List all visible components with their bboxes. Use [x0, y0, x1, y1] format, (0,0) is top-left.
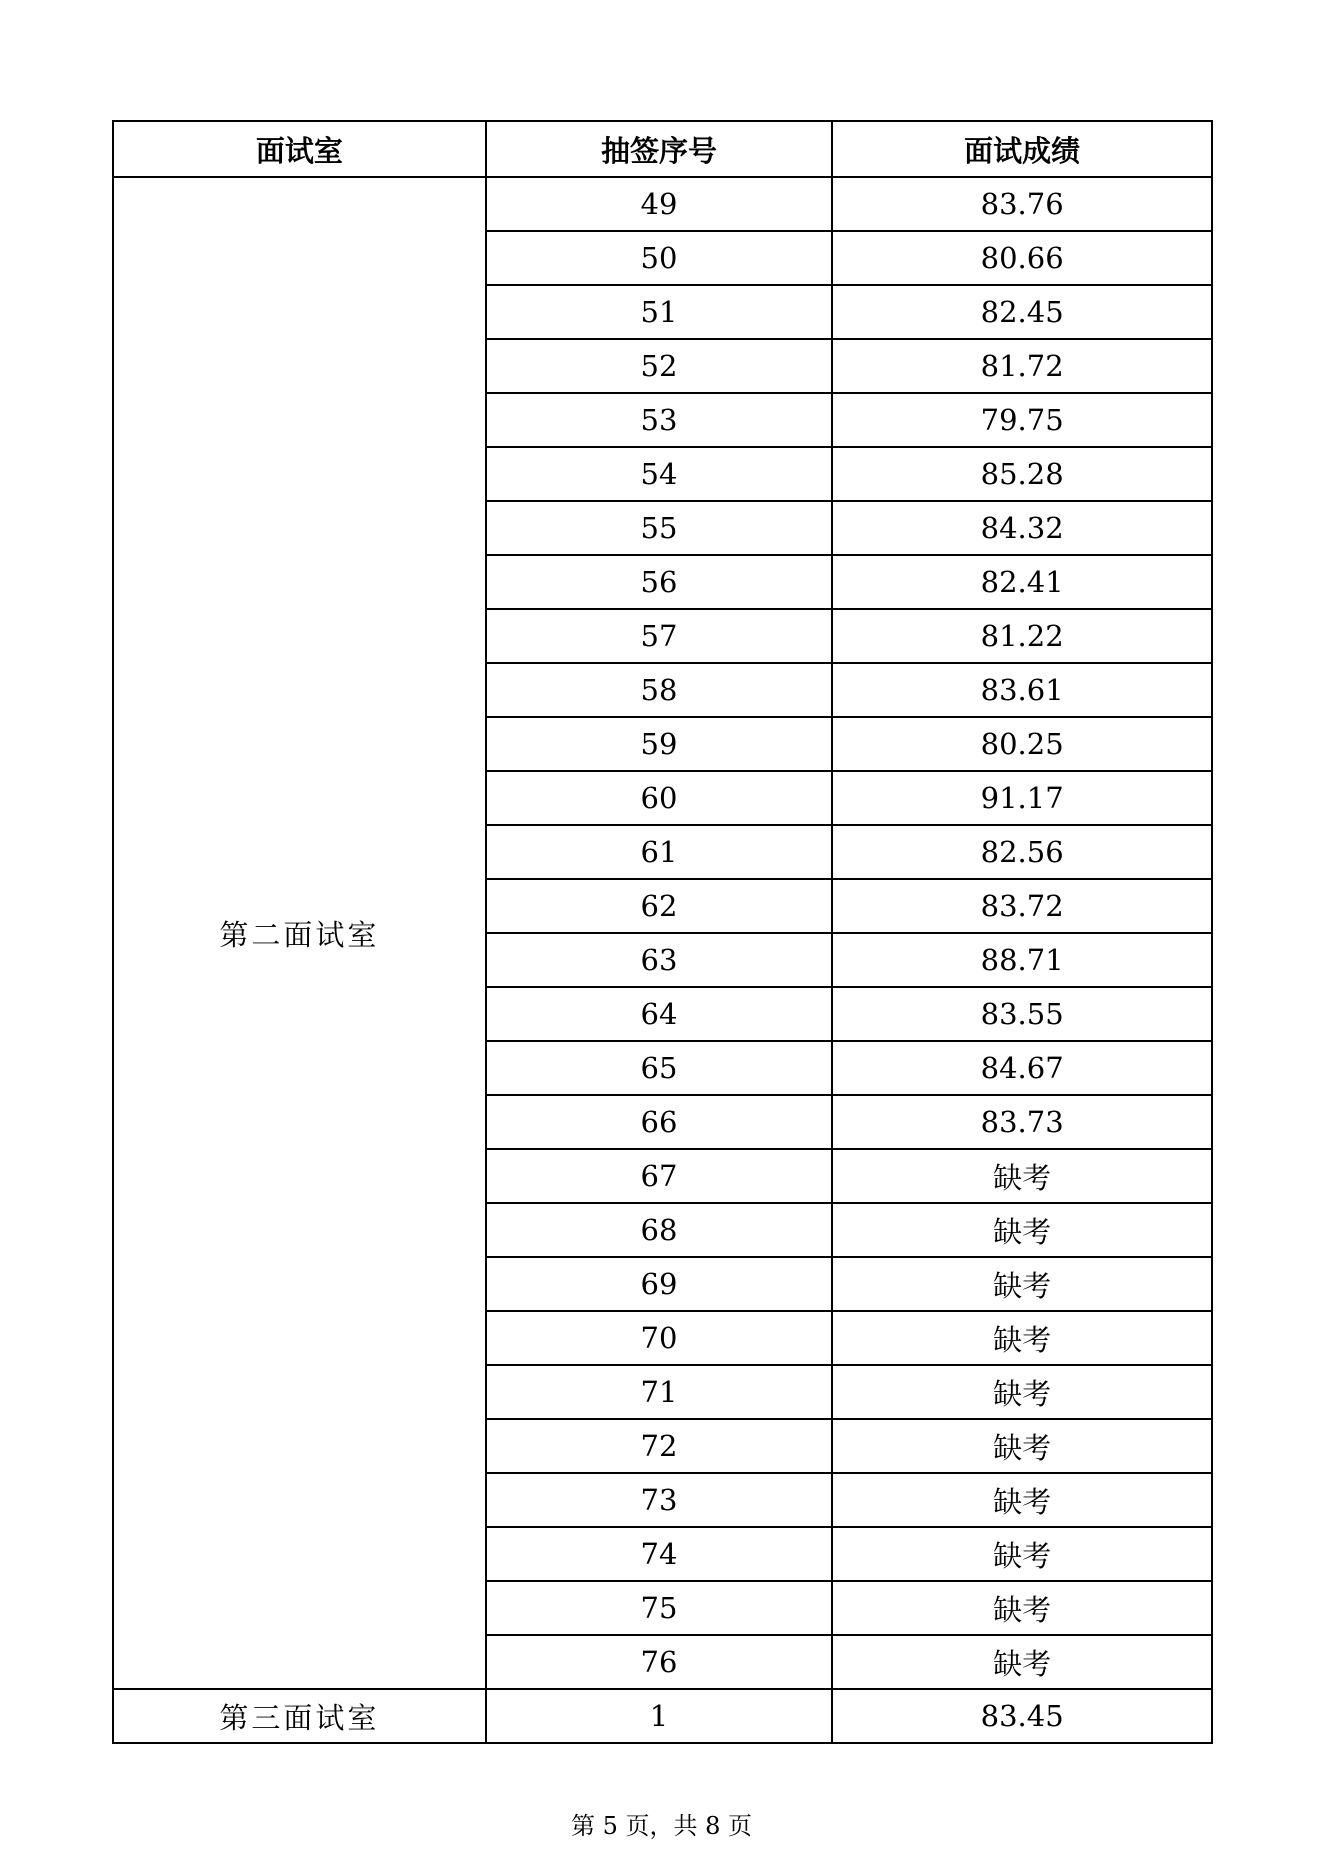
seq-cell: 55 [486, 501, 833, 555]
header-score: 面试成绩 [832, 121, 1212, 177]
score-cell: 缺考 [832, 1257, 1212, 1311]
seq-cell: 1 [486, 1689, 833, 1743]
seq-cell: 76 [486, 1635, 833, 1689]
seq-cell: 73 [486, 1473, 833, 1527]
seq-cell: 52 [486, 339, 833, 393]
table-body [113, 177, 1212, 1743]
header-room: 面试室 [113, 121, 486, 177]
score-cell: 缺考 [832, 1149, 1212, 1203]
interview-score-table [112, 120, 1213, 1744]
seq-cell: 56 [486, 555, 833, 609]
seq-cell: 71 [486, 1365, 833, 1419]
seq-cell: 62 [486, 879, 833, 933]
table-row [113, 177, 1212, 231]
score-cell: 80.66 [832, 231, 1212, 285]
seq-cell: 65 [486, 1041, 833, 1095]
seq-cell: 61 [486, 825, 833, 879]
seq-cell: 66 [486, 1095, 833, 1149]
seq-cell: 51 [486, 285, 833, 339]
seq-cell: 53 [486, 393, 833, 447]
score-cell: 缺考 [832, 1365, 1212, 1419]
seq-cell: 70 [486, 1311, 833, 1365]
room-cell: 第三面试室 [113, 1689, 486, 1743]
score-cell: 83.72 [832, 879, 1212, 933]
header-seq: 抽签序号 [486, 121, 833, 177]
score-cell: 83.76 [832, 177, 1212, 231]
seq-cell: 59 [486, 717, 833, 771]
seq-cell: 72 [486, 1419, 833, 1473]
score-cell: 79.75 [832, 393, 1212, 447]
seq-cell: 74 [486, 1527, 833, 1581]
seq-cell: 64 [486, 987, 833, 1041]
score-cell: 83.45 [832, 1689, 1212, 1743]
score-cell: 81.22 [832, 609, 1212, 663]
table-row [113, 1689, 1212, 1743]
score-cell: 80.25 [832, 717, 1212, 771]
room-cell: 第二面试室 [113, 177, 486, 1689]
page-footer: 第 5 页，共 8 页 [570, 1812, 753, 1840]
score-cell: 缺考 [832, 1473, 1212, 1527]
score-cell: 83.55 [832, 987, 1212, 1041]
seq-cell: 75 [486, 1581, 833, 1635]
seq-cell: 54 [486, 447, 833, 501]
score-cell: 缺考 [832, 1527, 1212, 1581]
score-cell: 83.73 [832, 1095, 1212, 1149]
seq-cell: 69 [486, 1257, 833, 1311]
table-header [113, 121, 1212, 177]
seq-cell: 49 [486, 177, 833, 231]
score-cell: 缺考 [832, 1203, 1212, 1257]
seq-cell: 63 [486, 933, 833, 987]
score-cell: 81.72 [832, 339, 1212, 393]
score-cell: 缺考 [832, 1419, 1212, 1473]
seq-cell: 67 [486, 1149, 833, 1203]
score-cell: 缺考 [832, 1635, 1212, 1689]
header-row [113, 121, 1212, 177]
score-cell: 缺考 [832, 1311, 1212, 1365]
score-cell: 82.45 [832, 285, 1212, 339]
score-cell: 83.61 [832, 663, 1212, 717]
seq-cell: 50 [486, 231, 833, 285]
score-cell: 88.71 [832, 933, 1212, 987]
seq-cell: 57 [486, 609, 833, 663]
seq-cell: 58 [486, 663, 833, 717]
score-cell: 85.28 [832, 447, 1212, 501]
seq-cell: 60 [486, 771, 833, 825]
score-cell: 82.56 [832, 825, 1212, 879]
score-cell: 缺考 [832, 1581, 1212, 1635]
score-cell: 91.17 [832, 771, 1212, 825]
score-cell: 84.67 [832, 1041, 1212, 1095]
seq-cell: 68 [486, 1203, 833, 1257]
score-cell: 82.41 [832, 555, 1212, 609]
score-cell: 84.32 [832, 501, 1212, 555]
